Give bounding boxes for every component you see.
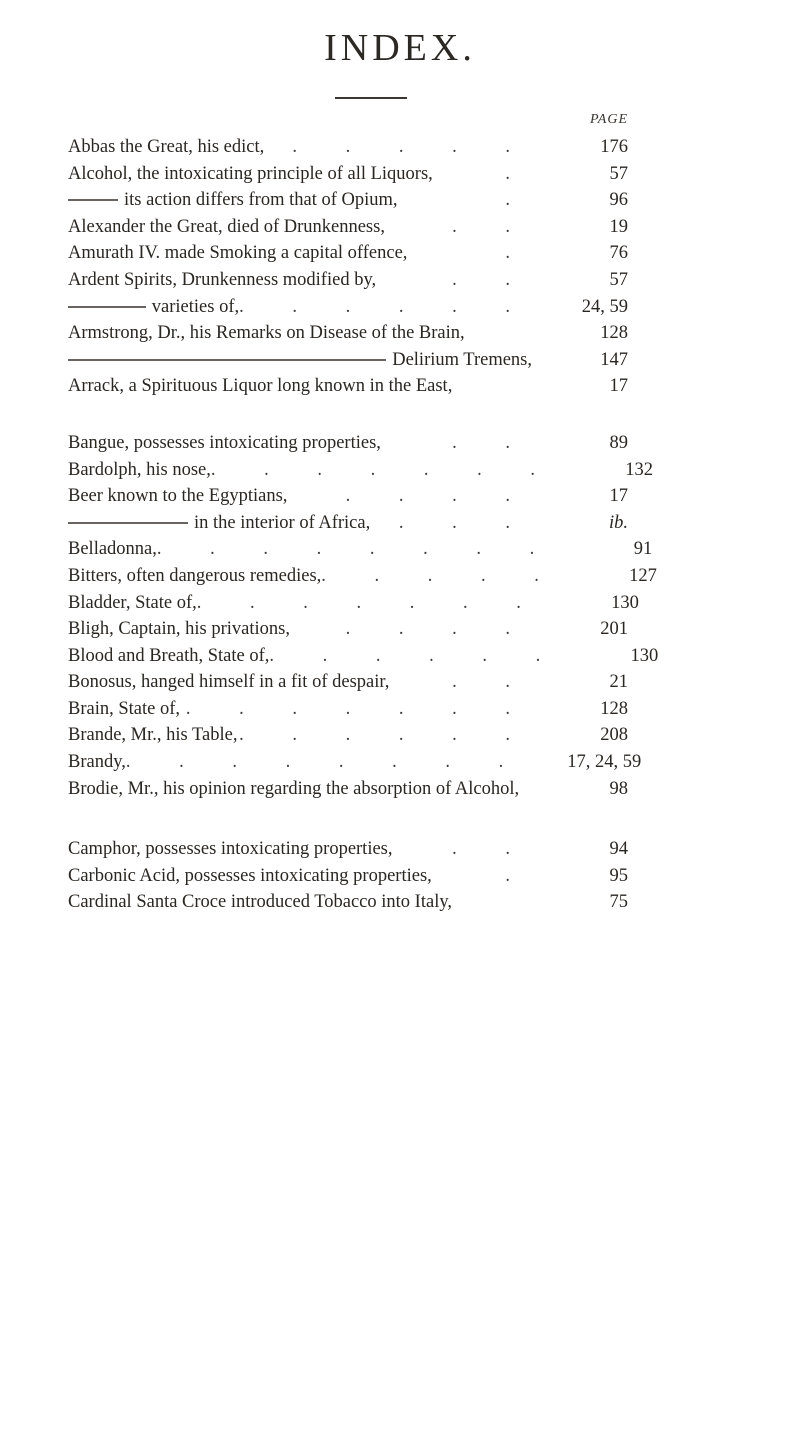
entry-page: 89 xyxy=(609,432,628,453)
index-entry xyxy=(68,889,628,916)
entry-page: 17, 24, 59 xyxy=(567,752,642,773)
index-entry xyxy=(68,669,628,696)
index-entry xyxy=(68,373,628,400)
index-entry xyxy=(68,267,628,294)
entry-text: Delirium Tremens, xyxy=(392,349,532,370)
entry-leader: . . . . xyxy=(345,486,532,507)
ditto-dash xyxy=(68,359,386,361)
entry-leader: . . . . . . . xyxy=(210,459,557,480)
entry-text: Belladonna, xyxy=(68,539,157,560)
entry-page: 91 xyxy=(633,539,653,560)
section-gap xyxy=(68,400,628,430)
entry-page: 132 xyxy=(625,459,653,480)
index-entry xyxy=(68,616,628,643)
entry-leader: . . xyxy=(452,839,532,860)
entry-text: Bardolph, his nose, xyxy=(68,459,211,480)
index-entry xyxy=(68,722,628,749)
entry-leader: . xyxy=(505,865,532,886)
entry-leader: . . . . . . . xyxy=(185,698,532,719)
ditto-dash xyxy=(68,199,118,201)
entry-text: Brande, Mr., his Table, xyxy=(68,725,238,746)
entry-leader: . . . . . . . xyxy=(196,592,543,613)
entry-text: Bonosus, hanged himself in a fit of despair, xyxy=(68,672,390,693)
entry-page: 128 xyxy=(600,323,628,344)
entry-text: Alexander the Great, died of Drunkenness, xyxy=(68,216,385,237)
entry-page: 98 xyxy=(609,778,628,799)
index-entries xyxy=(68,134,659,916)
index-entry xyxy=(68,590,639,617)
index-entry xyxy=(68,187,628,214)
entry-page: 24, 59 xyxy=(581,296,628,317)
entry-leader: . xyxy=(505,190,532,211)
entry-text: Carbonic Acid, possesses intoxicating properties, xyxy=(68,865,432,886)
entry-page: 128 xyxy=(600,698,628,719)
entry-leader: . . xyxy=(452,672,532,693)
entry-text: Ardent Spirits, Drunkenness modified by, xyxy=(68,269,377,290)
index-entry xyxy=(68,430,628,457)
entry-page: 17 xyxy=(609,486,628,507)
entry-text: Blood and Breath, State of, xyxy=(68,645,270,666)
index-entry xyxy=(68,563,657,590)
entry-page: 94 xyxy=(609,839,628,860)
entry-page: 130 xyxy=(611,592,639,613)
entry-page: 75 xyxy=(609,892,628,913)
entry-leader: . . . . . . . . xyxy=(125,752,526,773)
entry-page: 130 xyxy=(630,645,659,666)
index-entry xyxy=(68,134,628,161)
index-entry xyxy=(68,536,653,563)
entry-leader: . . . . . . . . xyxy=(156,539,557,560)
entry-page: ib. xyxy=(608,512,628,533)
ditto-dash xyxy=(68,522,188,524)
entry-page: 96 xyxy=(609,190,628,211)
entry-text: varieties of, xyxy=(151,296,240,317)
ditto-dash xyxy=(68,306,146,308)
index-entry xyxy=(68,510,628,537)
entry-leader: . . . . . . xyxy=(239,725,532,746)
entry-leader: . xyxy=(505,243,532,264)
entry-leader: . . . xyxy=(398,512,532,533)
entry-page: 127 xyxy=(629,565,657,586)
entry-text: Amurath IV. made Smoking a capital offence, xyxy=(68,243,408,264)
entry-leader: . xyxy=(505,163,532,184)
index-entry xyxy=(68,161,628,188)
entry-leader: . . xyxy=(452,216,532,237)
entry-page: 17 xyxy=(609,376,628,397)
index-entry xyxy=(68,863,628,890)
entry-text: Cardinal Santa Croce introduced Tobacco into Italy, xyxy=(68,892,453,913)
entry-text: in the interior of Africa, xyxy=(194,512,371,533)
section-gap xyxy=(68,802,628,836)
index-entry xyxy=(68,214,628,241)
entry-leader: . . . . . xyxy=(292,137,532,157)
entry-text: Alcohol, the intoxicating principle of all Liquors, xyxy=(68,163,433,184)
index-entry xyxy=(68,483,628,510)
entry-leader: . . . . xyxy=(345,619,532,640)
entry-text: Abbas the Great, his edict, xyxy=(68,137,265,157)
index-entry xyxy=(68,696,628,723)
entry-page: 76 xyxy=(609,243,628,264)
entry-text: Brain, State of, xyxy=(68,698,181,719)
page-column-header: PAGE xyxy=(590,112,628,127)
entry-page: 147 xyxy=(600,349,628,370)
entry-page: 19 xyxy=(609,216,628,237)
entry-text: Camphor, possesses intoxicating properties, xyxy=(68,839,393,860)
entry-text: Armstrong, Dr., his Remarks on Disease of the Brain, xyxy=(68,323,465,344)
entry-text: Arrack, a Spirituous Liquor long known in the East, xyxy=(68,376,453,397)
entry-page: 21 xyxy=(609,672,628,693)
entry-text: Bligh, Captain, his privations, xyxy=(68,619,290,640)
title-rule xyxy=(335,97,407,99)
entry-text: Bangue, possesses intoxicating properties, xyxy=(68,432,381,453)
entry-page: 176 xyxy=(600,137,628,157)
entry-text: Brodie, Mr., his opinion regarding the absorption of Alcohol, xyxy=(68,778,520,799)
entry-page: 95 xyxy=(609,865,628,886)
index-entry xyxy=(68,320,628,347)
index-entry xyxy=(68,457,653,484)
entry-leader: . . . . . . xyxy=(239,296,532,317)
entry-text: Bitters, often dangerous remedies, xyxy=(68,565,322,586)
index-entry xyxy=(68,294,628,321)
index-entry xyxy=(68,347,628,374)
entry-page: 57 xyxy=(609,269,628,290)
index-entry xyxy=(68,643,659,670)
entry-text: Brandy, xyxy=(68,752,126,773)
entry-text: its action differs from that of Opium, xyxy=(124,190,398,211)
entry-leader: . . . . . xyxy=(321,565,561,586)
index-entry xyxy=(68,836,628,863)
entry-text: Beer known to the Egyptians, xyxy=(68,486,288,507)
entry-page: 57 xyxy=(609,163,628,184)
entry-text: Bladder, State of, xyxy=(68,592,197,613)
entry-page: 201 xyxy=(600,619,628,640)
entry-leader: . . xyxy=(452,432,532,453)
entry-leader: . . . . . . xyxy=(269,645,563,666)
index-entry xyxy=(68,240,628,267)
index-entry xyxy=(68,776,628,803)
entry-leader: . . xyxy=(452,269,532,290)
page-title: INDEX. xyxy=(324,27,476,69)
index-entry xyxy=(68,749,642,776)
entry-page: 208 xyxy=(600,725,628,746)
